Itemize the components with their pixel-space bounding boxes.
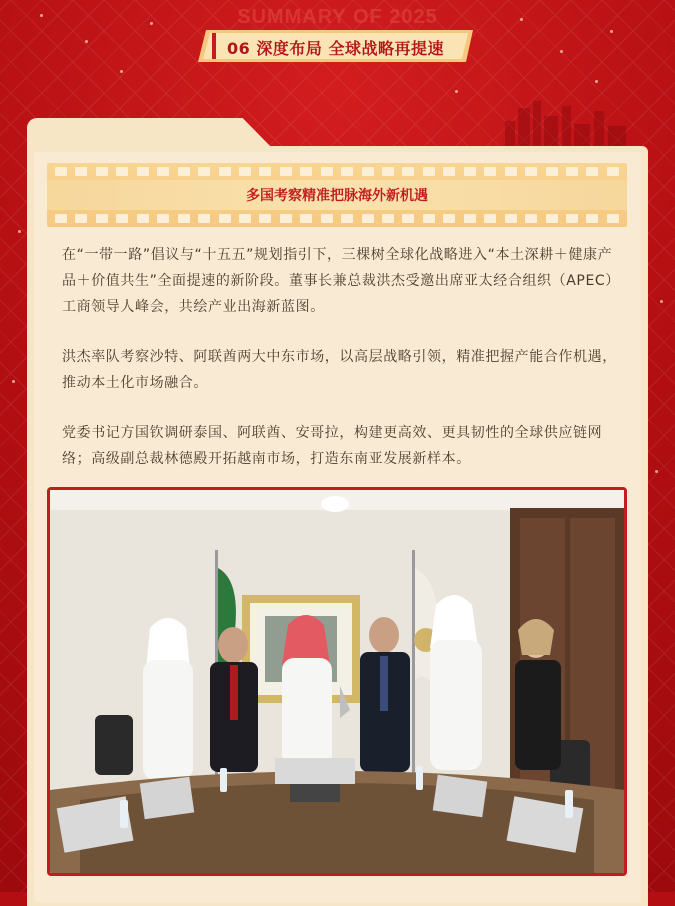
meeting-photo-illustration bbox=[50, 490, 624, 873]
summary-watermark: SUMMARY OF 2025 bbox=[237, 6, 438, 28]
film-holes-top bbox=[55, 167, 619, 176]
city-skyline-decoration bbox=[500, 96, 630, 146]
paragraph-1: 在“一带一路”倡议与“十五五”规划指引下，三棵树全球化战略进入“本土深耕＋健康产品＋价值共生”全面提速的新阶段。董事长兼总裁洪杰受邀出席亚太经合组织（APEC）工商领导人峰会，共绘产业出海新蓝图。 bbox=[62, 247, 620, 315]
paragraph-2: 洪杰率队考察沙特、阿联酋两大中东市场，以高层战略引领，精准把握产能合作机遇，推动本土化市场融合。 bbox=[62, 349, 617, 391]
meeting-photo bbox=[47, 487, 627, 876]
panel-tab bbox=[27, 118, 272, 148]
film-holes-bottom bbox=[55, 214, 619, 223]
section-title: 06 深度布局 全球战略再提速 bbox=[227, 39, 444, 58]
paragraph-3: 党委书记方国钦调研泰国、阿联酋、安哥拉，构建更高效、更具韧性的全球供应链网络；高级副总裁林德殿开拓越南市场，打造东南亚发展新样本。 bbox=[62, 425, 603, 467]
section-title-tag bbox=[198, 29, 473, 63]
panel-bottom bbox=[34, 876, 641, 892]
panel-heading: 多国考察精准把脉海外新机遇 bbox=[246, 188, 428, 204]
film-strip-heading bbox=[47, 163, 627, 227]
